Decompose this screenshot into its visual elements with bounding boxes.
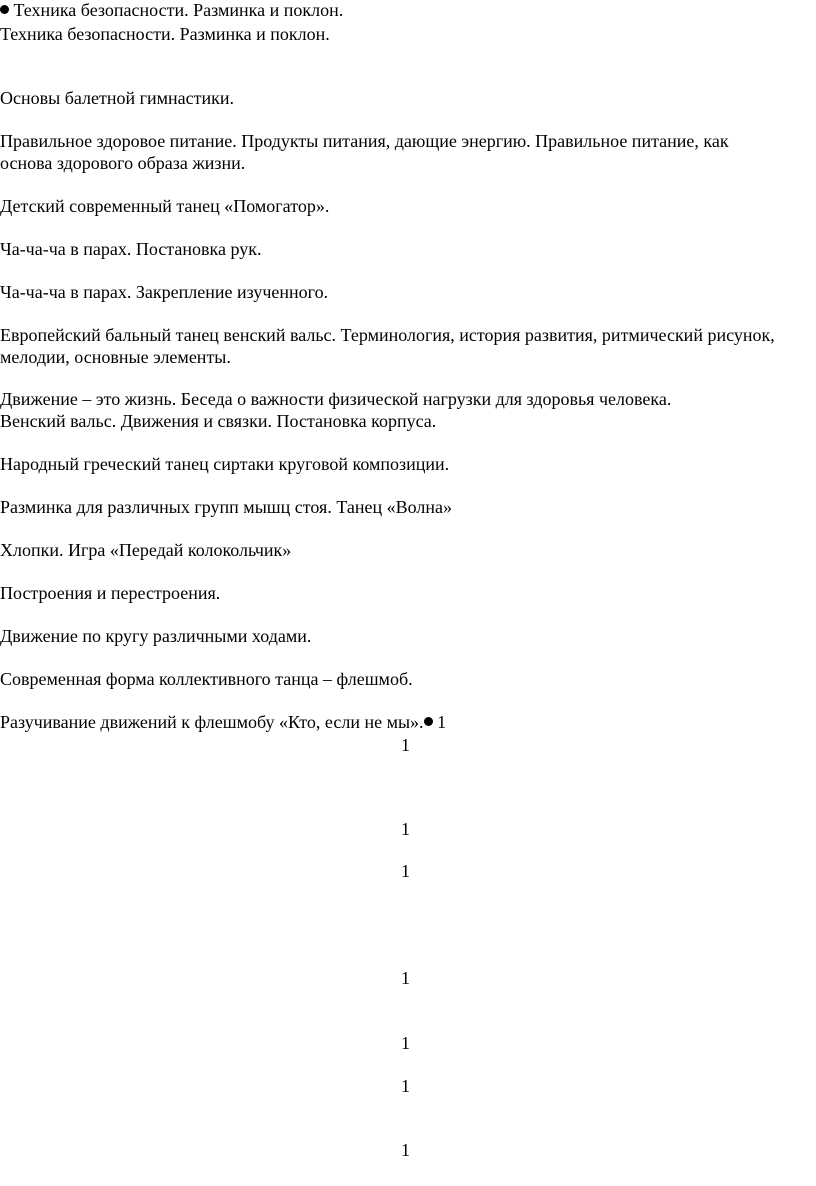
- text-line: Построения и перестроения.: [0, 583, 221, 603]
- text-line: Разминка для различных групп мышц стоя. Танец «Волна»: [0, 497, 452, 517]
- text-line: Детский современный танец «Помогатор».: [0, 196, 330, 216]
- page-number: 1: [401, 1140, 410, 1160]
- text-line: основа здорового образа жизни.: [0, 153, 246, 173]
- page-number: 1: [401, 968, 410, 988]
- text-line: Техника безопасности. Разминка и поклон.: [0, 24, 330, 44]
- text-line: [0, 712, 446, 732]
- text-line: Ча-ча-ча в парах. Постановка рук.: [0, 239, 262, 259]
- text-line: Правильное здоровое питание. Продукты питания, дающие энергию. Правильное питание, как: [0, 131, 729, 151]
- text-line: Венский вальс. Движения и связки. Постановка корпуса.: [0, 411, 437, 431]
- text-line: Движение – это жизнь. Беседа о важности физической нагрузки для здоровья человека.: [0, 389, 672, 409]
- text-line: Хлопки. Игра «Передай колокольчик»: [0, 540, 292, 560]
- text-line: Современная форма коллективного танца – флешмоб.: [0, 669, 413, 689]
- bullet-icon: [0, 5, 9, 14]
- page-number: 1: [401, 1033, 410, 1053]
- text-line: Европейский бальный танец венский вальс. Терминология, история развития, ритмический рисунок,: [0, 325, 775, 345]
- text-line: [0, 0, 343, 20]
- text-line: Движение по кругу различными ходами.: [0, 626, 312, 646]
- page-number: 1: [401, 861, 410, 881]
- page-number: 1: [401, 1076, 410, 1096]
- trailing-number: 1: [437, 712, 447, 732]
- page-number: 1: [401, 819, 410, 839]
- page-number: 1: [401, 735, 410, 755]
- text-line: Ча-ча-ча в парах. Закрепление изученного.: [0, 282, 329, 302]
- bullet-icon: [424, 717, 433, 726]
- text-line: Народный греческий танец сиртаки круговой композиции.: [0, 454, 450, 474]
- line-text: Разучивание движений к флешмобу «Кто, если не мы».: [0, 712, 424, 732]
- line-text: Техника безопасности. Разминка и поклон.: [13, 0, 344, 20]
- text-line: Основы балетной гимнастики.: [0, 88, 235, 108]
- text-line: мелодии, основные элементы.: [0, 347, 231, 367]
